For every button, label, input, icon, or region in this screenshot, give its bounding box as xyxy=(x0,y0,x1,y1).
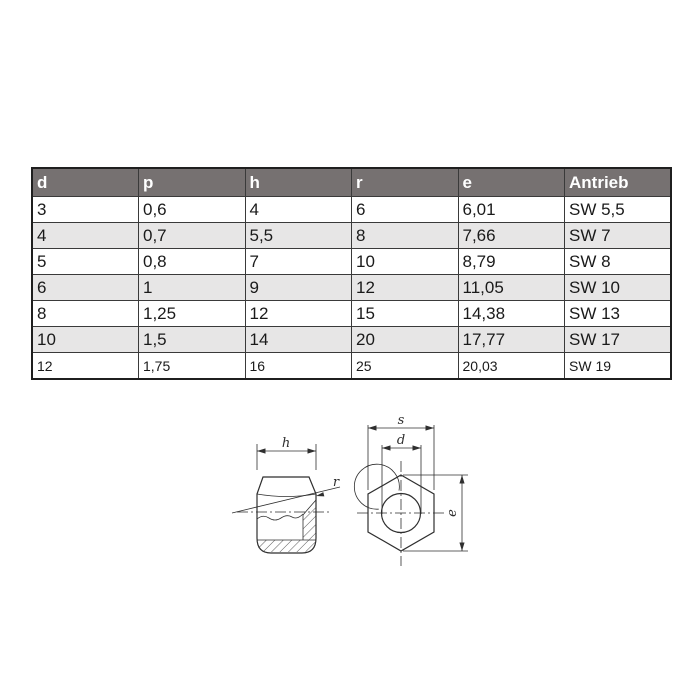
table-cell: 5,5 xyxy=(245,223,352,249)
table-cell: 6,01 xyxy=(458,197,565,223)
table-cell: 14 xyxy=(245,327,352,353)
table-cell: SW 7 xyxy=(565,223,672,249)
table-cell: 12 xyxy=(245,301,352,327)
table-cell: SW 13 xyxy=(565,301,672,327)
table-cell: SW 8 xyxy=(565,249,672,275)
front-view-drawing xyxy=(354,413,468,566)
table-cell: SW 10 xyxy=(565,275,672,301)
table-cell: 7,66 xyxy=(458,223,565,249)
table-cell: 1,5 xyxy=(139,327,246,353)
table-cell: 8,79 xyxy=(458,249,565,275)
section-hatch-side xyxy=(303,501,316,540)
table-cell: SW 17 xyxy=(565,327,672,353)
h-dimension-label: h xyxy=(281,436,291,451)
table-cell: 1,25 xyxy=(139,301,246,327)
table-cell: 11,05 xyxy=(458,275,565,301)
r-leader-line xyxy=(232,487,340,513)
table-cell: 12 xyxy=(32,353,139,380)
col-header-antrieb: Antrieb xyxy=(565,168,672,197)
e-dimension-label: e xyxy=(445,509,460,517)
table-cell: 25 xyxy=(352,353,459,380)
table-cell: 1,75 xyxy=(139,353,246,380)
thread-arc xyxy=(354,464,399,509)
col-header-h: h xyxy=(245,168,352,197)
table-cell: 6 xyxy=(352,197,459,223)
col-header-p: p xyxy=(139,168,246,197)
table-cell: 0,7 xyxy=(139,223,246,249)
table-cell: 17,77 xyxy=(458,327,565,353)
table-cell: 0,6 xyxy=(139,197,246,223)
table-cell: 7 xyxy=(245,249,352,275)
s-dimension-label: s xyxy=(397,413,405,428)
table-cell: 1 xyxy=(139,275,246,301)
table-cell: 4 xyxy=(32,223,139,249)
table-cell: SW 19 xyxy=(565,353,672,380)
table-cell: 0,8 xyxy=(139,249,246,275)
r-dimension-label: r xyxy=(332,475,340,490)
table-cell: 4 xyxy=(245,197,352,223)
table-cell: 6 xyxy=(32,275,139,301)
d-dimension-label: d xyxy=(396,433,406,448)
section-hatch-bottom xyxy=(258,540,315,552)
col-header-r: r xyxy=(352,168,459,197)
side-view-drawing xyxy=(232,436,340,553)
table-cell: 10 xyxy=(352,249,459,275)
table-cell: 10 xyxy=(32,327,139,353)
table-cell: 15 xyxy=(352,301,459,327)
col-header-e: e xyxy=(458,168,565,197)
table-cell: 14,38 xyxy=(458,301,565,327)
table-cell: 5 xyxy=(32,249,139,275)
table-cell: 8 xyxy=(352,223,459,249)
col-header-d: d xyxy=(32,168,139,197)
table-cell: 8 xyxy=(32,301,139,327)
table-cell: 3 xyxy=(32,197,139,223)
break-line xyxy=(257,514,303,520)
table-cell: 20,03 xyxy=(458,353,565,380)
table-cell: 12 xyxy=(352,275,459,301)
table-cell: 16 xyxy=(245,353,352,380)
table-cell: 20 xyxy=(352,327,459,353)
table-cell: SW 5,5 xyxy=(565,197,672,223)
table-cell: 9 xyxy=(245,275,352,301)
